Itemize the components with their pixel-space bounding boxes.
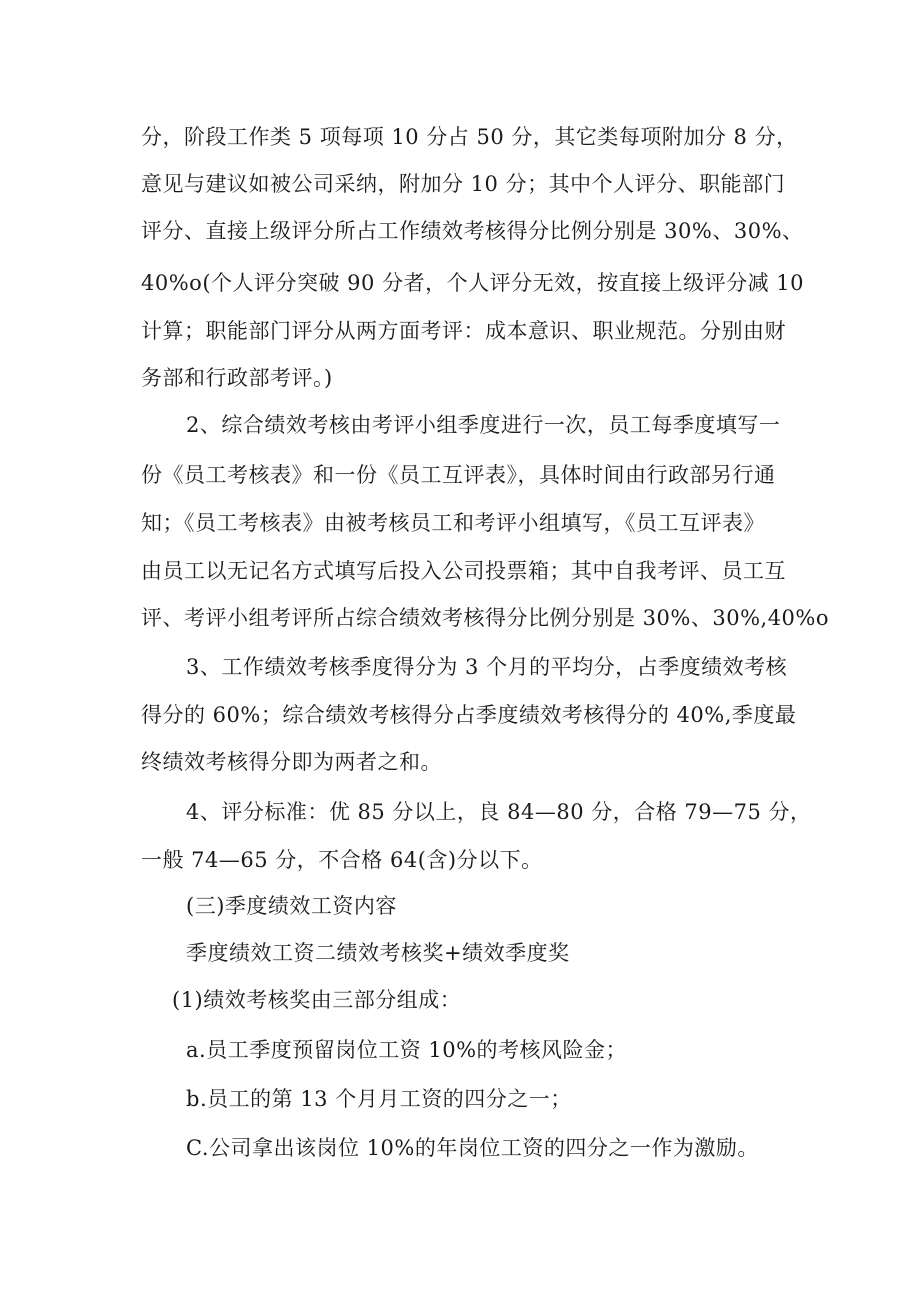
paragraph-line: 4、评分标准：优 85 分以上，良 84—80 分，合格 79—75 分， [186,800,812,824]
paragraph-line: 评、考评小组考评所占综合绩效考核得分比例分别是 30%、30%,40%o [141,606,830,630]
paragraph-line: 意见与建议如被公司采纳，附加分 10 分；其中个人评分、职能部门 [141,172,786,196]
paragraph-line: 知；《员工考核表》由被考核员工和考评小组填写，《员工互评表》 [141,511,765,535]
paragraph-line: 一般 74—65 分，不合格 64(含)分以下。 [141,848,543,872]
paragraph-line: 由员工以无记名方式填写后投入公司投票箱；其中自我考评、员工互 [141,559,786,583]
section-heading: (三)季度绩效工资内容 [186,894,397,918]
formula-line: 季度绩效工资二绩效考核奖+绩效季度奖 [186,941,570,965]
paragraph-line: 务部和行政部考评。) [141,366,333,390]
paragraph-line: 份《员工考核表》和一份《员工互评表》，具体时间由行政部另行通 [141,463,776,487]
list-item: C.公司拿出该岗位 10%的年岗位工资的四分之一作为激励。 [186,1136,759,1160]
list-heading: (1)绩效考核奖由三部分组成： [172,988,462,1012]
paragraph-line: 2、综合绩效考核由考评小组季度进行一次，员工每季度填写一 [186,413,781,437]
paragraph-line: 40%o(个人评分突破 90 分者，个人评分无效，按直接上级评分减 10 [141,271,804,295]
paragraph-line: 终绩效考核得分即为两者之和。 [141,750,442,774]
paragraph-line: 计算；职能部门评分从两方面考评：成本意识、职业规范。分别由财 [141,319,786,343]
paragraph-line: 分，阶段工作类 5 项每项 10 分占 50 分，其它类每项附加分 8 分， [141,125,798,149]
paragraph-line: 得分的 60%；综合绩效考核得分占季度绩效考核得分的 40%,季度最 [141,703,797,727]
paragraph-line: 评分、直接上级评分所占工作绩效考核得分比例分别是 30%、30%、 [141,219,804,243]
list-item: b.员工的第 13 个月月工资的四分之一； [186,1087,572,1111]
paragraph-line: 3、工作绩效考核季度得分为 3 个月的平均分，占季度绩效考核 [186,655,788,679]
list-item: a.员工季度预留岗位工资 10%的考核风险金； [186,1038,628,1062]
